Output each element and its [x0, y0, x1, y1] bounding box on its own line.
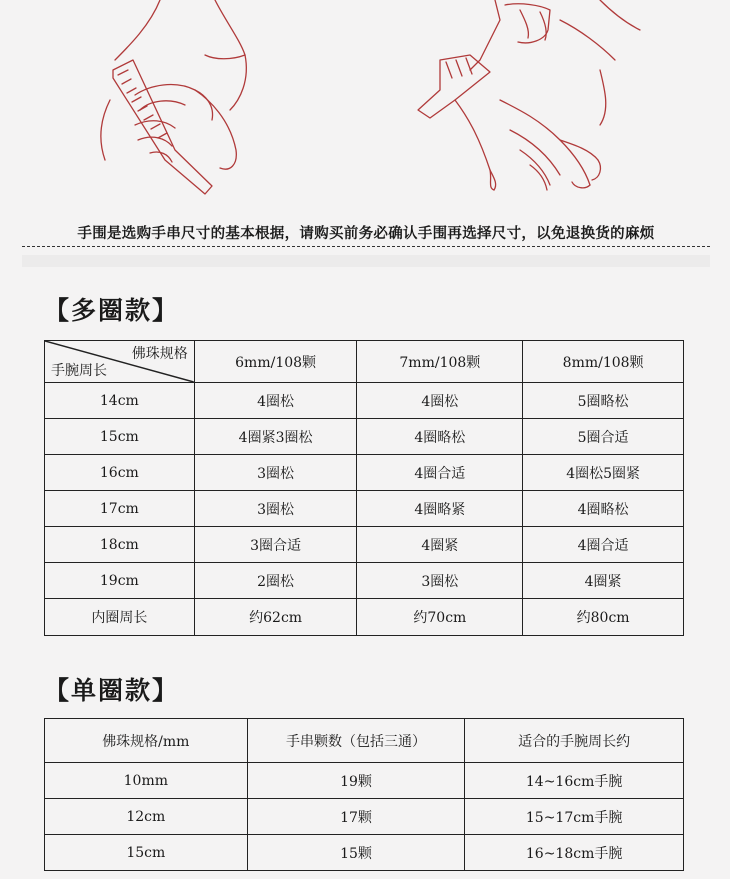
- table-cell: 4圈紧: [357, 527, 523, 563]
- table-cell: 4圈松5圈紧: [523, 455, 684, 491]
- table-header-row: [45, 341, 684, 383]
- multi-loop-section-title: 【多圈款】: [44, 296, 180, 325]
- table-cell: 3圈松: [194, 455, 357, 491]
- row-label: 18cm: [45, 527, 195, 563]
- table-cell: 4圈紧: [523, 563, 684, 599]
- row-label: 17cm: [45, 491, 195, 527]
- table-row: [45, 599, 684, 636]
- table-cell: 15cm: [45, 835, 248, 871]
- notice-divider: [22, 246, 710, 247]
- table-row: [45, 763, 684, 799]
- table-row: [45, 563, 684, 599]
- table-cell: 5圈略松: [523, 383, 684, 419]
- table-cell: 17颗: [247, 799, 465, 835]
- multi-loop-size-table: [44, 340, 684, 636]
- table-cell: 3圈合适: [194, 527, 357, 563]
- column-header: 手串颗数（包括三通）: [247, 719, 465, 763]
- table-cell: 5圈合适: [523, 419, 684, 455]
- row-label: 内圈周长: [45, 599, 195, 636]
- table-cell: 约80cm: [523, 599, 684, 636]
- table-cell: 4圈合适: [523, 527, 684, 563]
- table-row: [45, 491, 684, 527]
- column-header: 6mm/108颗: [194, 341, 357, 383]
- row-label: 15cm: [45, 419, 195, 455]
- table-cell: 12cm: [45, 799, 248, 835]
- table-row: [45, 383, 684, 419]
- table-cell: 约70cm: [357, 599, 523, 636]
- table-row: [45, 835, 684, 871]
- table-header-row: [45, 719, 684, 763]
- table-cell: 2圈松: [194, 563, 357, 599]
- column-header: 佛珠规格/mm: [45, 719, 248, 763]
- table-cell: 4圈略紧: [357, 491, 523, 527]
- corner-label-bead-spec: 佛珠规格: [131, 346, 188, 362]
- table-cell: 3圈松: [357, 563, 523, 599]
- column-header: 7mm/108颗: [357, 341, 523, 383]
- table-cell: 3圈松: [194, 491, 357, 527]
- table-row: [45, 455, 684, 491]
- table-cell: 4圈松: [357, 383, 523, 419]
- column-header: 8mm/108颗: [523, 341, 684, 383]
- corner-label-wrist: 手腕周长: [51, 363, 107, 379]
- table-cell: 16~18cm手腕: [465, 835, 684, 871]
- table-cell: 4圈松: [194, 383, 357, 419]
- row-label: 14cm: [45, 383, 195, 419]
- column-header: 适合的手腕周长约: [465, 719, 684, 763]
- row-label: 16cm: [45, 455, 195, 491]
- table-cell: 4圈紧3圈松: [194, 419, 357, 455]
- table-cell: 约62cm: [194, 599, 357, 636]
- table-row: [45, 527, 684, 563]
- table-row: [45, 799, 684, 835]
- table-cell: 10mm: [45, 763, 248, 799]
- single-loop-size-table: [44, 718, 684, 871]
- row-label: 19cm: [45, 563, 195, 599]
- table-cell: 19颗: [247, 763, 465, 799]
- table-cell: 15~17cm手腕: [465, 799, 684, 835]
- notice-text: 手围是选购手串尺寸的基本根据，请购买前务必确认手围再选择尺寸，以免退换货的麻烦: [77, 225, 655, 242]
- table-cell: 4圈合适: [357, 455, 523, 491]
- table-cell: 4圈略松: [523, 491, 684, 527]
- table-cell: 14~16cm手腕: [465, 763, 684, 799]
- table-row: [45, 419, 684, 455]
- table-corner-cell: [45, 341, 195, 383]
- separator-band: [22, 255, 710, 267]
- table-cell: 4圈略松: [357, 419, 523, 455]
- single-loop-section-title: 【单圈款】: [44, 676, 180, 705]
- table-cell: 15颗: [247, 835, 465, 871]
- wrist-measure-illustration: [0, 0, 730, 215]
